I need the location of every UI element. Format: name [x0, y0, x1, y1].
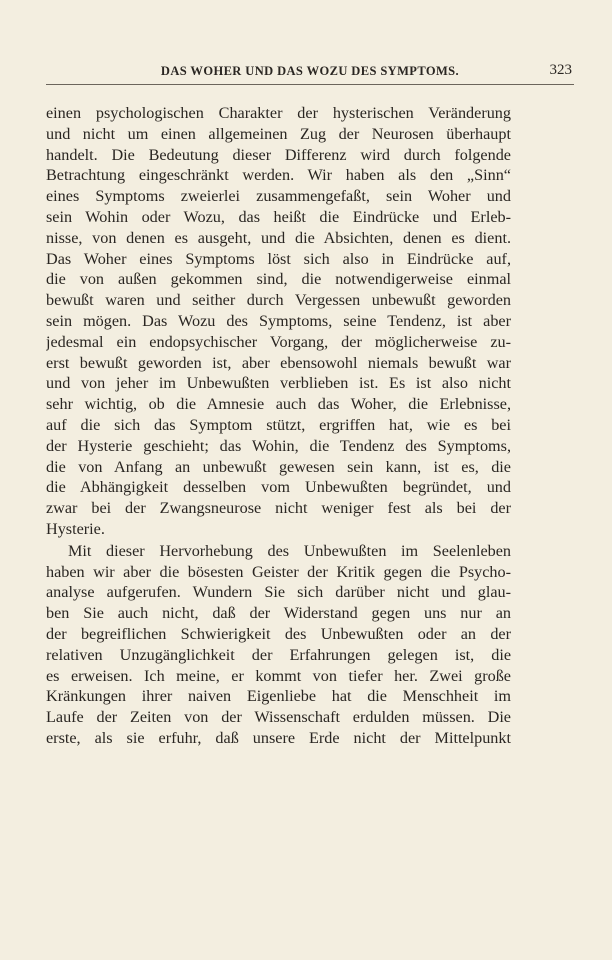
text-line: nisse, von denen es ausgeht, und die Absichten, denen es dient.	[46, 228, 511, 247]
text-line: auf die sich das Symptom stützt, ergriffen hat, wie es bei	[46, 415, 511, 434]
text-line: sein mögen. Das Wozu des Symptoms, seine Tendenz, ist aber	[46, 311, 511, 330]
text-line: bewußt waren und seither durch Vergessen unbewußt geworden	[46, 291, 511, 310]
text-line: relativen Unzugänglichkeit der Erfahrungen gelegen ist, die	[46, 645, 511, 664]
text-line: und nicht um einen allgemeinen Zug der Neurosen überhaupt	[46, 124, 511, 143]
text-line: die von außen gekommen sind, die notwendigerweise einmal	[46, 270, 511, 289]
text-line: sein Wohin oder Wozu, das heißt die Eindrücke und Erleb-	[46, 207, 511, 226]
paragraph-end-line: Hysterie.	[46, 519, 105, 538]
text-line: und von jeher im Unbewußten verblieben ist. Es ist also nicht	[46, 374, 511, 393]
text-line: es erweisen. Ich meine, er kommt von tiefer her. Zwei große	[46, 666, 511, 685]
text-line: Laufe der Zeiten von der Wissenschaft erdulden müssen. Die	[46, 708, 511, 727]
text-line: analyse aufgerufen. Wundern Sie sich darüber nicht und glau-	[46, 583, 511, 602]
text-line: haben wir aber die bösesten Geister der Kritik gegen die Psycho-	[46, 562, 511, 581]
text-line: der Hysterie geschieht; das Wohin, die Tendenz des Symptoms,	[46, 436, 511, 455]
text-line: Das Woher eines Symptoms löst sich also in Eindrücke auf,	[46, 249, 511, 268]
text-line: erste, als sie erfuhr, daß unsere Erde nicht der Mittelpunkt	[46, 728, 511, 747]
text-line: erst bewußt geworden ist, aber ebensowohl niemals bewußt war	[46, 353, 511, 372]
text-line: sehr wichtig, ob die Amnesie auch das Woher, die Erlebnisse,	[46, 395, 511, 414]
running-header	[46, 62, 574, 85]
body-text	[46, 103, 511, 749]
text-line: zwar bei der Zwangsneurose nicht weniger fest als bei der	[46, 499, 511, 518]
paragraph-start-line: Mit dieser Hervorhebung des Unbewußten im Seelenleben	[68, 541, 511, 560]
text-line: der begreiflichen Schwierigkeit des Unbewußten oder an der	[46, 624, 511, 643]
text-line: jedesmal ein endopsychischer Vorgang, der möglicherweise zu-	[46, 332, 511, 351]
page-number: 323	[549, 62, 572, 78]
text-line: ben Sie auch nicht, daß der Widerstand gegen uns nur an	[46, 604, 511, 623]
text-line: Kränkungen ihrer naiven Eigenliebe hat die Menschheit im	[46, 687, 511, 706]
text-line: handelt. Die Bedeutung dieser Differenz wird durch folgende	[46, 145, 511, 164]
text-line: die von Anfang an unbewußt gewesen sein kann, ist es, die	[46, 457, 511, 476]
text-line: einen psychologischen Charakter der hysterischen Veränderung	[46, 104, 511, 122]
text-line: eines Symptoms zweierlei zusammengefaßt, sein Woher und	[46, 187, 511, 206]
text-line: Betrachtung eingeschränkt werden. Wir haben als den „Sinn“	[46, 166, 511, 185]
text-line: die Abhängigkeit desselben vom Unbewußten begründet, und	[46, 478, 511, 497]
running-title: DAS WOHER UND DAS WOZU DES SYMPTOMS.	[160, 64, 460, 78]
